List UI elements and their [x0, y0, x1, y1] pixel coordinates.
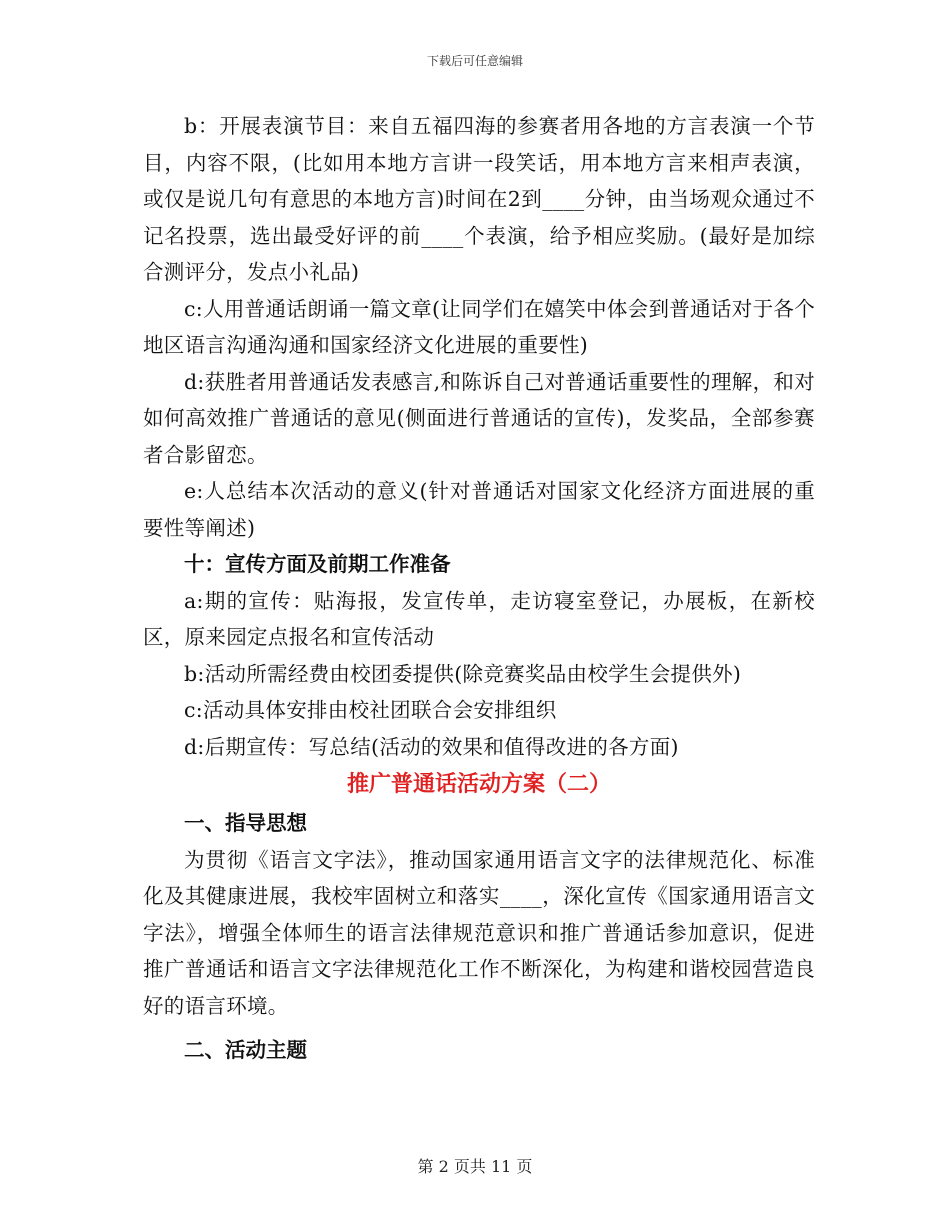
item-d-winner-speech: d:获胜者用普通话发表感言,和陈诉自己对普通话重要性的理解，和对如何高效推广普通话的意见(侧面进行普通话的宣传)，发奖品，全部参赛者合影留恋。: [143, 369, 815, 467]
item-c-recitation: c:人用普通话朗诵一篇文章(让同学们在嬉笑中体会到普通话对于各个地区语言沟通沟通和国家经济文化进展的重要性): [143, 296, 815, 357]
document-body: [143, 108, 815, 1069]
item-e-summary: e:人总结本次活动的意义(针对普通话对国家文化经济方面进展的重要性等阐述): [143, 479, 815, 540]
item-a-publicity: a:期的宣传：贴海报，发宣传单，走访寝室登记，办展板，在新校区，原来园定点报名和宣传活动: [143, 588, 815, 649]
section-title-plan-two: 推广普通话活动方案（二）: [346, 772, 611, 797]
heading-publicity: 十：宣传方面及前期工作准备: [184, 552, 451, 576]
item-c-organization: c:活动具体安排由校社团联合会安排组织: [184, 698, 557, 722]
page-footer: 第 2 页共 11 页: [417, 1157, 533, 1176]
paragraph-guiding-ideology: 为贯彻《语言文字法》，推动国家通用语言文字的法律规范化、标准化及其健康进展，我校牢固树立和落实____，深化宣传《国家通用语言文字法》，增强全体师生的语言法律规范意识和推广普通话参加意识，促进推广普通话和语言文字法律规范化工作不断深化，为构建和谐校园营造良好的语言环境。: [143, 847, 815, 1018]
spacer: [143, 1024, 815, 1032]
page-header: 下载后可任意编辑: [426, 54, 523, 68]
heading-activity-theme: 二、活动主题: [184, 1038, 307, 1062]
heading-guiding-ideology: 一、指导思想: [184, 811, 307, 835]
item-d-later-publicity: d:后期宣传：写总结(活动的效果和值得改进的各方面): [184, 734, 679, 759]
item-b-performance: b：开展表演节目：来自五福四海的参赛者用各地的方言表演一个节目，内容不限，(比如用本地方言讲一段笑话，用本地方言来相声表演，或仅是说几句有意思的本地方言)时间在2到____分钟，由当场观众通过不记名投票，选出最受好评的前____个表演，给予相应奖励。(最好是加综合测评分，发点小礼品): [143, 114, 815, 284]
item-b-funding: b:活动所需经费由校团委提供(除竞赛奖品由校学生会提供外): [184, 661, 742, 686]
